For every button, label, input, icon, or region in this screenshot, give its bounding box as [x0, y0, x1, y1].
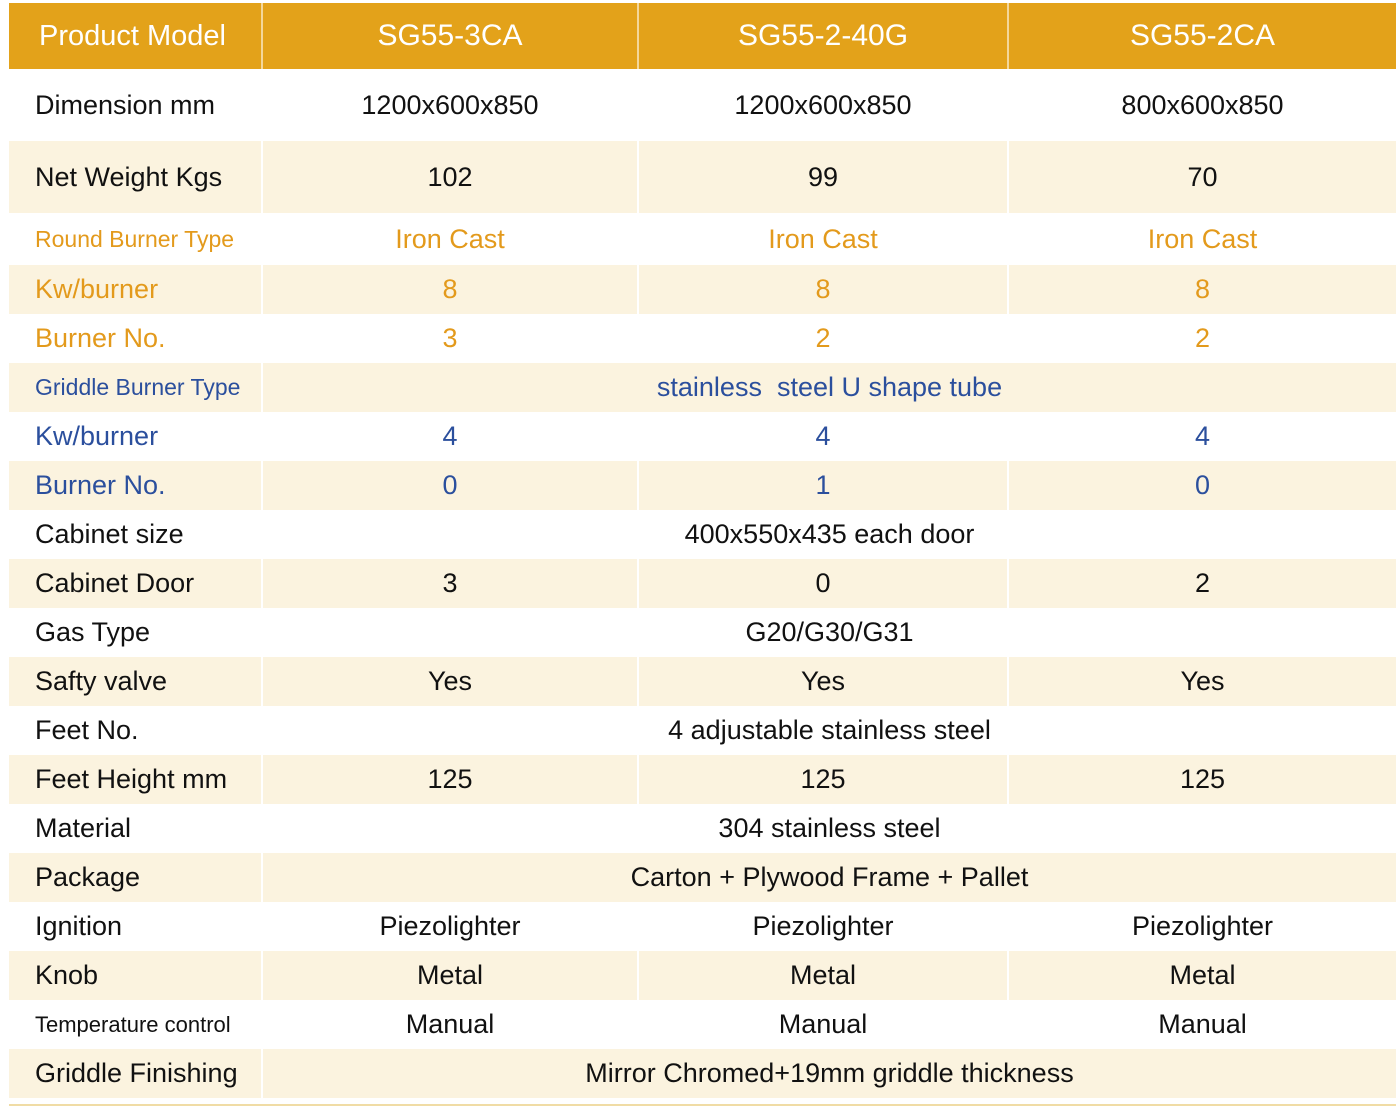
row-cabinet-door — [9, 559, 1396, 608]
cell-value: Piezolighter — [1008, 902, 1396, 951]
cell-value: 2 — [638, 314, 1008, 363]
row-ignition — [9, 902, 1396, 951]
row-label: Cabinet Door — [9, 559, 262, 608]
row-label: Safty valve — [9, 657, 262, 706]
row-feet-height — [9, 755, 1396, 804]
cell-value: 4 — [638, 412, 1008, 461]
row-griddle-kw — [9, 412, 1396, 461]
row-temperature-control — [9, 1000, 1396, 1049]
row-label: Cabinet size — [9, 510, 262, 559]
header-row — [9, 3, 1396, 69]
row-cabinet-size — [9, 510, 1396, 559]
row-label: Temperature control — [9, 1000, 262, 1049]
cell-value: Iron Cast — [262, 213, 638, 265]
row-label: Kw/burner — [9, 265, 262, 314]
row-label: Net Weight Kgs — [9, 141, 262, 213]
cell-value: Yes — [262, 657, 638, 706]
cell-value: 1 — [638, 461, 1008, 510]
row-label: Package — [9, 853, 262, 902]
row-round-burner-type — [9, 213, 1396, 265]
cell-value: 8 — [638, 265, 1008, 314]
cell-value: 0 — [262, 461, 638, 510]
cell-value: 8 — [1008, 265, 1396, 314]
row-label: Feet Height mm — [9, 755, 262, 804]
row-package — [9, 853, 1396, 902]
row-label: Knob — [9, 951, 262, 1000]
cell-value: Metal — [1008, 951, 1396, 1000]
cell-value: Mirror Chromed+19mm griddle thickness — [262, 1049, 1396, 1098]
row-label: Griddle Finishing — [9, 1049, 262, 1098]
row-label: Material — [9, 804, 262, 853]
cell-value: 3 — [262, 559, 638, 608]
cell-value: Piezolighter — [262, 902, 638, 951]
cell-value: stainless steel U shape tube — [262, 363, 1396, 412]
row-feet-no — [9, 706, 1396, 755]
model-name: SG55-2CA — [1008, 3, 1396, 69]
row-griddle-finishing — [9, 1049, 1396, 1098]
cell-value: 400x550x435 each door — [262, 510, 1396, 559]
cell-value: Manual — [638, 1000, 1008, 1049]
cell-value: 4 adjustable stainless steel — [262, 706, 1396, 755]
cell-value: Metal — [262, 951, 638, 1000]
row-dimension — [9, 69, 1396, 141]
cell-value: 99 — [638, 141, 1008, 213]
row-label: Feet No. — [9, 706, 262, 755]
row-label: Round Burner Type — [9, 213, 262, 265]
cell-value: Manual — [262, 1000, 638, 1049]
cell-value: 125 — [1008, 755, 1396, 804]
cell-value: 4 — [1008, 412, 1396, 461]
cell-value: Iron Cast — [1008, 213, 1396, 265]
cell-value: 0 — [1008, 461, 1396, 510]
cell-value: 70 — [1008, 141, 1396, 213]
row-safety-valve — [9, 657, 1396, 706]
model-name: SG55-3CA — [262, 3, 638, 69]
cell-value: G20/G30/G31 — [262, 608, 1396, 657]
row-net-weight — [9, 141, 1396, 213]
cell-value: 0 — [638, 559, 1008, 608]
cell-value: 2 — [1008, 314, 1396, 363]
cell-value: Iron Cast — [638, 213, 1008, 265]
cell-value: 125 — [262, 755, 638, 804]
row-label: Gas Type — [9, 608, 262, 657]
cell-value: 8 — [262, 265, 638, 314]
cell-value: Carton + Plywood Frame + Pallet — [262, 853, 1396, 902]
row-material — [9, 804, 1396, 853]
cell-value: 2 — [1008, 559, 1396, 608]
cell-value: Yes — [638, 657, 1008, 706]
cell-value: Manual — [1008, 1000, 1396, 1049]
header-label: Product Model — [9, 3, 262, 69]
row-griddle-burner-no — [9, 461, 1396, 510]
row-label: Kw/burner — [9, 412, 262, 461]
cell-value: Metal — [638, 951, 1008, 1000]
cell-value: 4 — [262, 412, 638, 461]
cell-value: 304 stainless steel — [262, 804, 1396, 853]
row-knob — [9, 951, 1396, 1000]
cell-value: 102 — [262, 141, 638, 213]
row-label: Burner No. — [9, 314, 262, 363]
row-label: Burner No. — [9, 461, 262, 510]
bottom-border — [9, 1104, 1396, 1106]
cell-value: 800x600x850 — [1008, 69, 1396, 141]
cell-value: Yes — [1008, 657, 1396, 706]
cell-value: 3 — [262, 314, 638, 363]
row-griddle-burner-type — [9, 363, 1396, 412]
row-round-burner-no — [9, 314, 1396, 363]
row-label: Griddle Burner Type — [9, 363, 262, 412]
cell-value: Piezolighter — [638, 902, 1008, 951]
row-gas-type — [9, 608, 1396, 657]
spec-table — [9, 3, 1396, 1098]
cell-value: 1200x600x850 — [638, 69, 1008, 141]
cell-value: 125 — [638, 755, 1008, 804]
row-round-kw — [9, 265, 1396, 314]
model-name: SG55-2-40G — [638, 3, 1008, 69]
row-label: Ignition — [9, 902, 262, 951]
row-label: Dimension mm — [9, 69, 262, 141]
cell-value: 1200x600x850 — [262, 69, 638, 141]
